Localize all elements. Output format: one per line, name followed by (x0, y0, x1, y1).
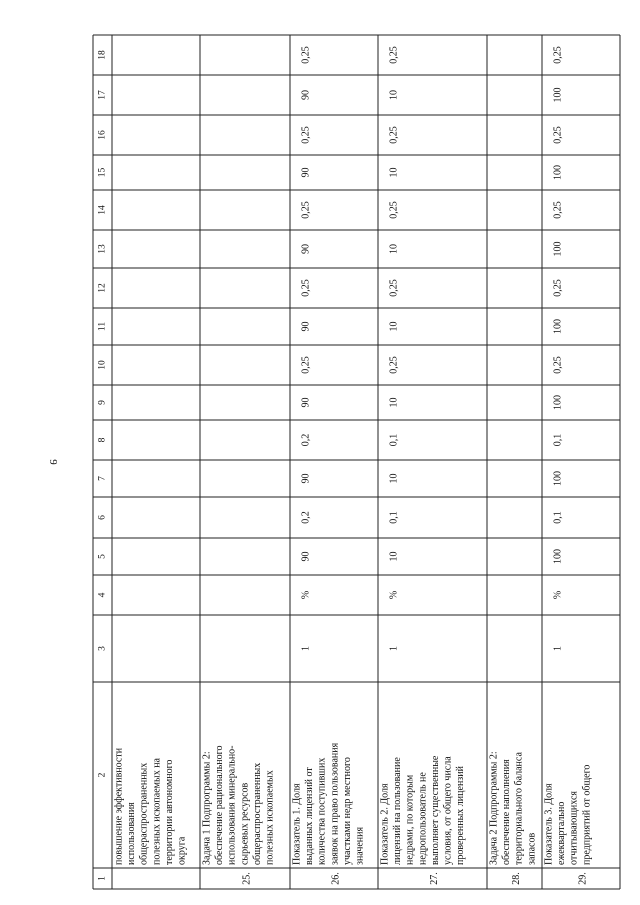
value-cell: 90 (300, 167, 312, 178)
value-cell: 90 (300, 321, 312, 332)
value-cell: 0,25 (300, 356, 312, 374)
value-cell: 0,1 (388, 511, 400, 524)
page-number: 9 (47, 459, 59, 465)
value-cell: 90 (300, 551, 312, 562)
description-line: Показатель 3. Доля (543, 783, 555, 865)
value-cell: 90 (300, 90, 312, 100)
value-cell: 1 (552, 646, 564, 651)
value-cell: 0,1 (552, 511, 564, 524)
description-line: лицензий на пользование (392, 757, 404, 865)
description-line: выданных лицензий от (304, 767, 316, 865)
header-cell: 16 (97, 130, 108, 140)
row-number: 28. (511, 872, 522, 885)
description-line: Показатель 1. Доля (291, 783, 303, 865)
value-cell: 0,1 (388, 433, 400, 447)
value-cell: 100 (552, 471, 564, 486)
header-cell: 2 (97, 772, 108, 778)
description-line: использования (126, 802, 138, 865)
header-cell: 6 (97, 515, 108, 520)
description-line: проверенных лицензий (455, 766, 467, 865)
description-line: предприятий от общего (581, 764, 593, 865)
value-cell: 0,25 (388, 46, 400, 64)
value-cell: 10 (388, 167, 400, 178)
value-cell: 0,25 (552, 356, 564, 374)
header-cell: 3 (97, 646, 108, 651)
description-line: ежеквартально (556, 801, 568, 865)
value-cell: 0,25 (300, 126, 312, 144)
header-cell: 1 (97, 876, 108, 881)
table-text (98, 46, 593, 885)
description-line: выполняет существенные (429, 755, 441, 865)
description-line: обеспечение рационального (214, 745, 226, 865)
header-cell: 13 (97, 244, 108, 254)
description-line: значения (354, 826, 366, 865)
value-cell: 0,2 (300, 433, 312, 447)
description-line: общераспространенных (251, 762, 263, 865)
description-line: недрами, по которым (404, 774, 416, 865)
value-cell: 0,25 (552, 126, 564, 144)
description-line: использования минерально- (226, 745, 238, 865)
description-line: обеспечение наполнения (501, 759, 513, 865)
value-cell: % (300, 590, 312, 600)
value-cell: 1 (300, 646, 312, 651)
description-line: полезных ископаемых (264, 770, 276, 865)
header-cell: 5 (97, 554, 108, 559)
description-line: Задача 1 Подпрограммы 2: (201, 751, 213, 865)
description-line: отчитывающихся (568, 790, 580, 865)
value-cell: 10 (388, 90, 400, 100)
value-cell: % (552, 590, 564, 600)
header-cell: 17 (97, 90, 108, 100)
description-line: территории автономного (163, 759, 175, 865)
description-line: полезных ископаемых на (151, 758, 163, 865)
header-cell: 15 (97, 167, 108, 178)
header-cell: 12 (97, 283, 108, 293)
description-line: повышение эффективности (113, 747, 125, 865)
row-number: 29. (577, 872, 589, 885)
value-cell: 10 (388, 551, 400, 562)
description-line: Задача 2 Подпрограммы 2: (488, 751, 500, 865)
value-cell: 0,25 (388, 356, 400, 374)
description-line: участками недр местного (341, 757, 353, 865)
value-cell: 0,2 (300, 511, 312, 524)
value-cell: 0,25 (300, 46, 312, 64)
row-number: 26. (330, 872, 342, 885)
value-cell: 100 (552, 241, 564, 257)
value-cell: 0,25 (552, 46, 564, 64)
row-number: 27. (429, 872, 440, 885)
header-cell: 10 (97, 360, 108, 370)
value-cell: 10 (388, 397, 400, 408)
header-cell: 4 (97, 592, 108, 598)
value-cell: 0,25 (388, 201, 400, 219)
header-cell: 14 (97, 205, 108, 215)
description-line: округа (176, 836, 188, 865)
header-cell: 18 (97, 50, 108, 60)
value-cell: 0,25 (300, 279, 312, 297)
value-cell: 0,25 (388, 126, 400, 144)
header-cell: 7 (97, 476, 108, 481)
value-cell: 100 (552, 87, 564, 103)
value-cell: 100 (552, 319, 564, 334)
value-cell: 90 (300, 397, 312, 408)
value-cell: % (388, 590, 400, 600)
value-cell: 1 (388, 646, 400, 651)
description-line: общераспространенных (138, 762, 150, 865)
value-cell: 0,1 (552, 433, 564, 447)
value-cell: 10 (388, 244, 400, 254)
description-line: количества поступивших (316, 757, 328, 865)
description-line: недропользователь не (417, 772, 429, 865)
value-cell: 100 (552, 549, 564, 564)
value-cell: 10 (388, 321, 400, 332)
header-cell: 11 (97, 321, 108, 332)
value-cell: 100 (552, 395, 564, 410)
description-line: Показатель 2. Доля (379, 783, 391, 865)
value-cell: 0,25 (552, 201, 564, 219)
value-cell: 0,25 (300, 201, 312, 219)
description-line: запасов (526, 832, 538, 865)
header-cell: 9 (97, 400, 108, 405)
value-cell: 0,25 (552, 279, 564, 297)
value-cell: 90 (300, 244, 312, 254)
value-cell: 90 (300, 473, 312, 484)
description-line: территориального баланса (513, 752, 525, 865)
description-line: заявок на право пользования (329, 742, 341, 865)
description-line: сырьевых ресурсов (239, 782, 251, 865)
value-cell: 0,25 (388, 279, 400, 297)
value-cell: 100 (552, 165, 564, 180)
header-cell: 8 (97, 437, 108, 443)
row-number: 25. (241, 872, 253, 885)
value-cell: 10 (388, 473, 400, 484)
description-line: условия, от общего числа (442, 756, 454, 865)
